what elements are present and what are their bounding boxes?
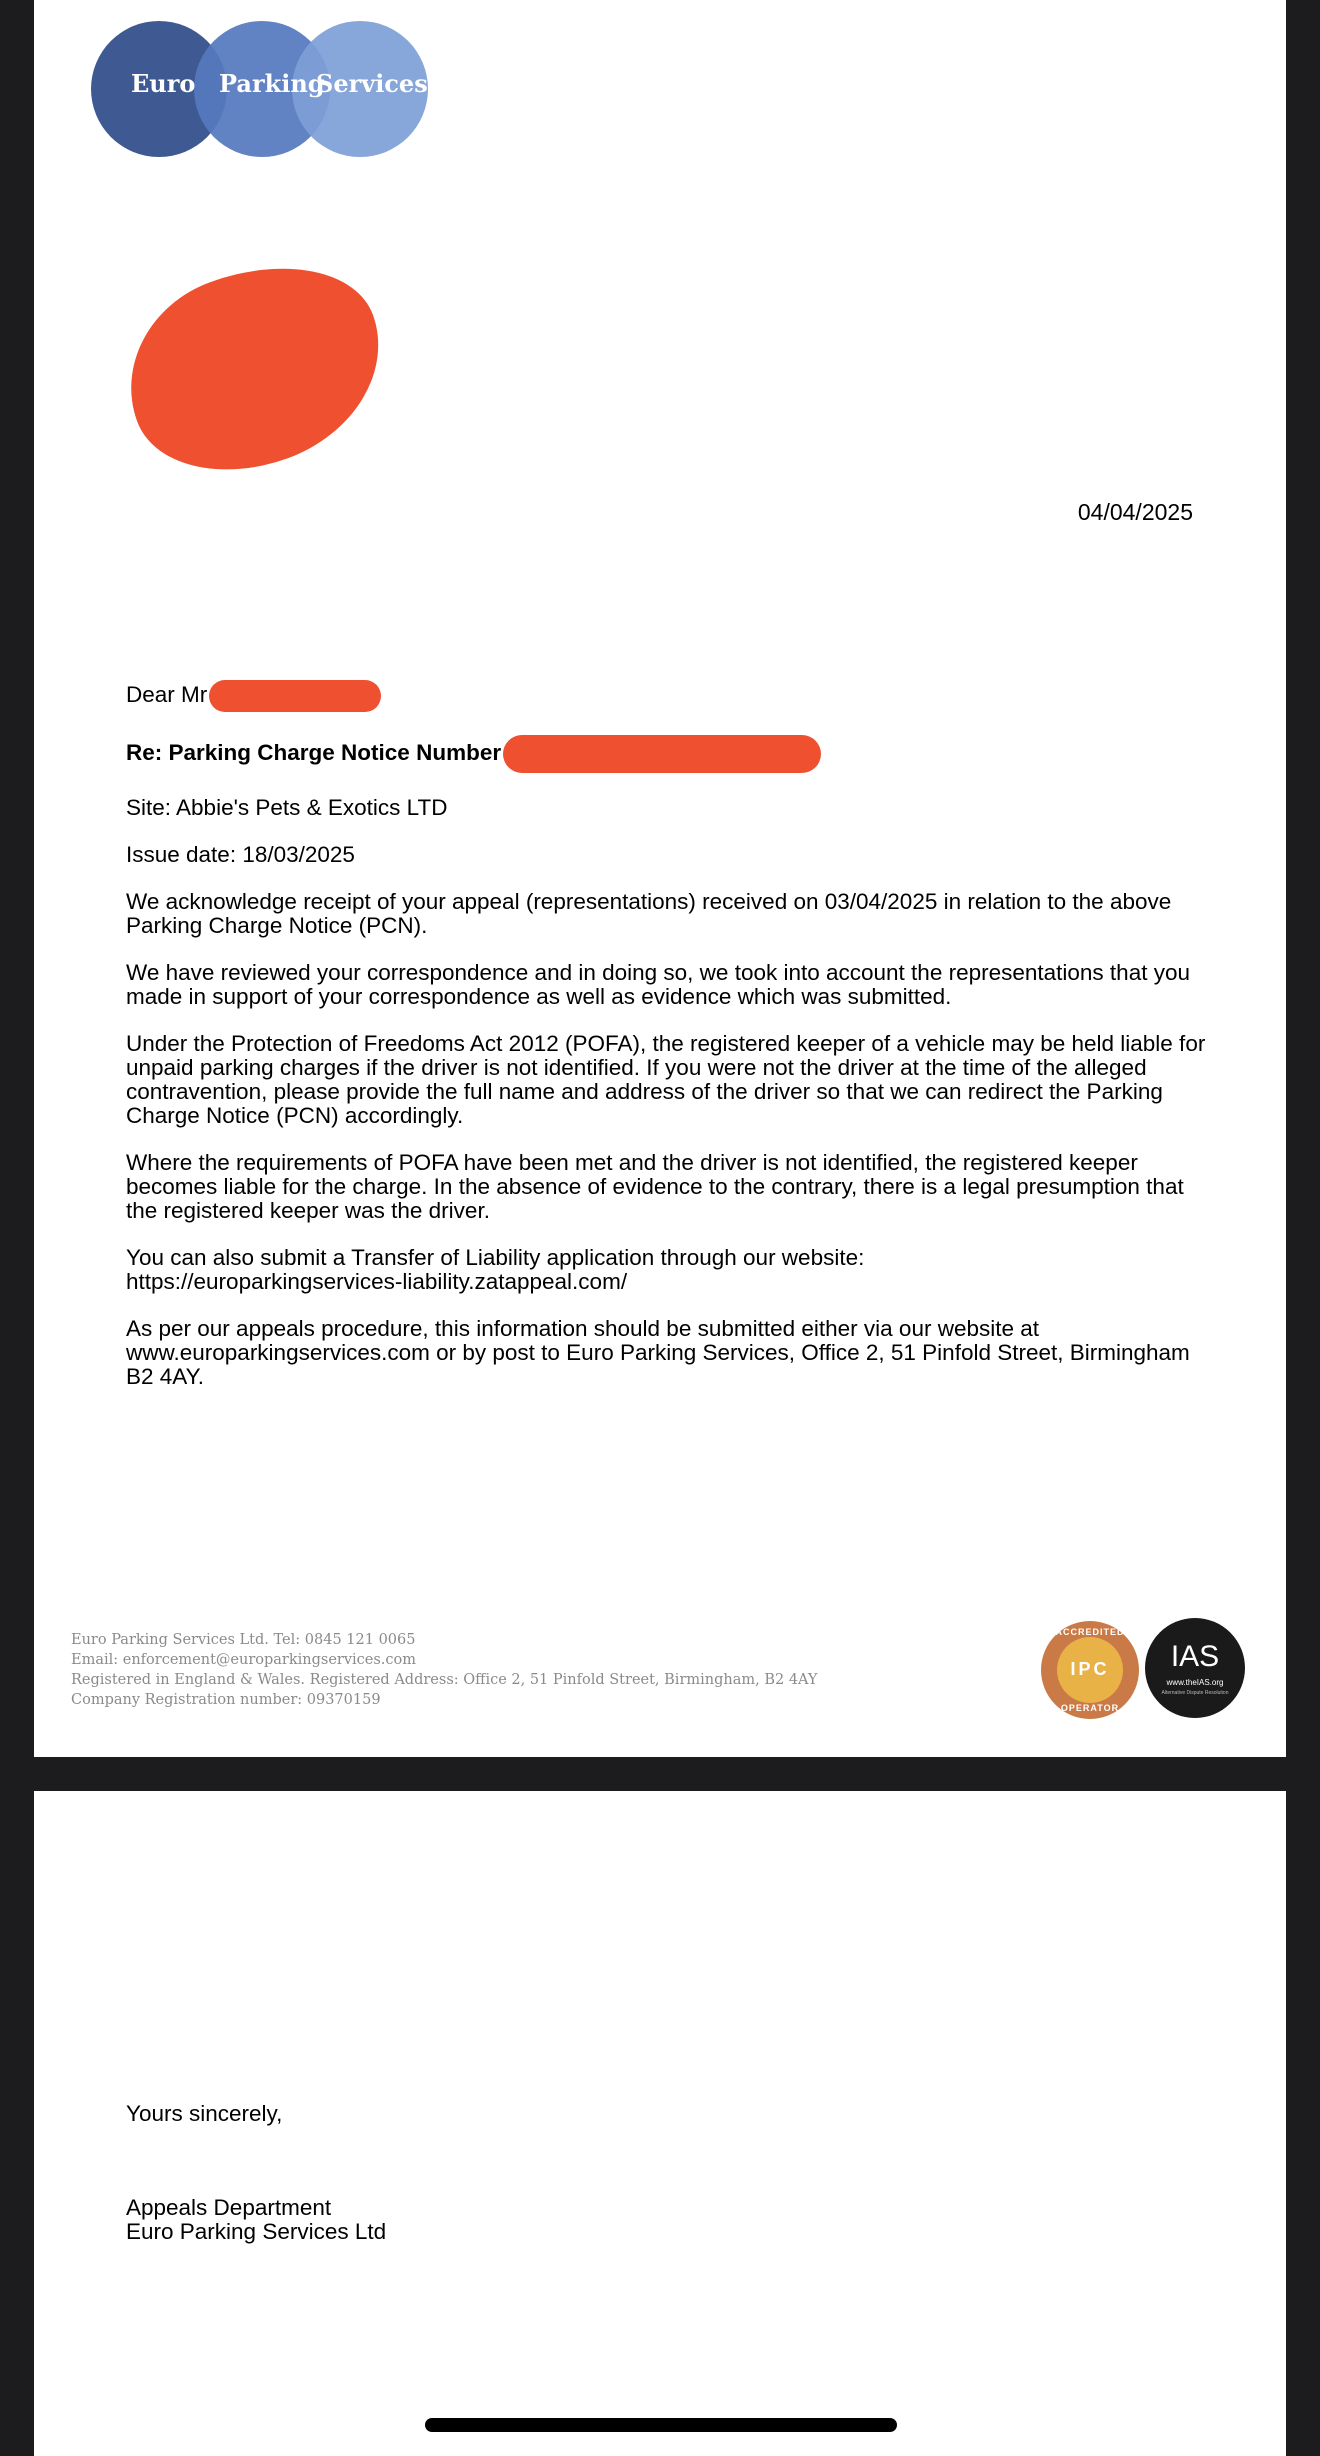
- paragraph-transfer: You can also submit a Transfer of Liability application through our website:: [126, 1245, 865, 1270]
- company-logo: [91, 21, 441, 159]
- signatory-department: Appeals Department: [126, 2195, 332, 2220]
- salutation: Dear Mr: [126, 681, 208, 707]
- footer-company-number: Company Registration number: 09370159: [71, 1692, 381, 1708]
- letter-page-2: [34, 1791, 1286, 2456]
- redacted-name: [209, 680, 381, 712]
- paragraph-reviewed: We have reviewed your correspondence and in doing so, we took into account the representations that you made in support of your correspondence as well as evidence which was submitted.: [126, 960, 1190, 1009]
- ias-badge-subtitle: Alternative Dispute Resolution: [1161, 1690, 1229, 1696]
- site-line: Site: Abbie's Pets & Exotics LTD: [126, 795, 448, 820]
- footer-address: Registered in England & Wales. Registered Address: Office 2, 51 Pinfold Street, Birmingham, B2 4AY: [71, 1672, 818, 1688]
- redacted-pcn-number: [503, 735, 821, 773]
- ipc-badge-top-text: ACCREDITED: [1055, 1627, 1125, 1637]
- re-line: Re: Parking Charge Notice Number: [126, 739, 502, 765]
- logo-word-services: Services: [316, 69, 428, 98]
- ias-badge-url: www.theIAS.org: [1166, 1678, 1224, 1687]
- paragraph-liability: Where the requirements of POFA have been met and the driver is not identified, the registered keeper becomes liable for the charge. In the absence of evidence to the contrary, there is a legal presumption that the registered keeper was the driver.: [126, 1150, 1184, 1223]
- ias-badge-title: IAS: [1170, 1640, 1220, 1673]
- ipc-badge-bottom-text: OPERATOR: [1060, 1703, 1120, 1713]
- ipc-accredited-badge-icon: [1041, 1621, 1139, 1719]
- footer-email: Email: enforcement@europarkingservices.com: [71, 1652, 417, 1668]
- ipc-badge-mid-text: IPC: [1070, 1659, 1110, 1679]
- letter-page-1: [34, 0, 1286, 1757]
- signatory-company: Euro Parking Services Ltd: [126, 2219, 387, 2244]
- paragraph-procedure: As per our appeals procedure, this information should be submitted either via our website at www.europarkingservices.com or by post to Euro Parking Services, Office 2, 51 Pinfold Street, Birmingham B2 4AY.: [126, 1316, 1190, 1389]
- letter-body: [126, 680, 1216, 1412]
- paragraph-pofa: Under the Protection of Freedoms Act 2012 (POFA), the registered keeper of a vehicle may be held liable for unpaid parking charges if the driver is not identified. If you were not the driver at the time of the alleged contravention, please provide the full name and address of the driver so that we can redirect the Parking Charge Notice (PCN) accordingly.: [126, 1031, 1206, 1128]
- footer-phone: Euro Parking Services Ltd. Tel: 0845 121 0065: [71, 1632, 416, 1648]
- redacted-address: [101, 234, 409, 503]
- issue-date-line: Issue date: 18/03/2025: [126, 842, 355, 867]
- sign-off: Yours sincerely,: [126, 2101, 283, 2126]
- logo-word-euro: Euro: [131, 69, 196, 98]
- home-indicator[interactable]: [425, 2418, 897, 2432]
- letter-date: 04/04/2025: [1077, 499, 1193, 525]
- ias-badge-icon: [1145, 1618, 1245, 1718]
- paragraph-acknowledge: We acknowledge receipt of your appeal (representations) received on 03/04/2025 in relation to the above Parking Charge Notice (PCN).: [126, 889, 1172, 938]
- letter-footer: [71, 1630, 818, 1710]
- logo-word-parking: Parking: [219, 69, 325, 98]
- liability-url: https://europarkingservices-liability.zatappeal.com/: [126, 1269, 628, 1294]
